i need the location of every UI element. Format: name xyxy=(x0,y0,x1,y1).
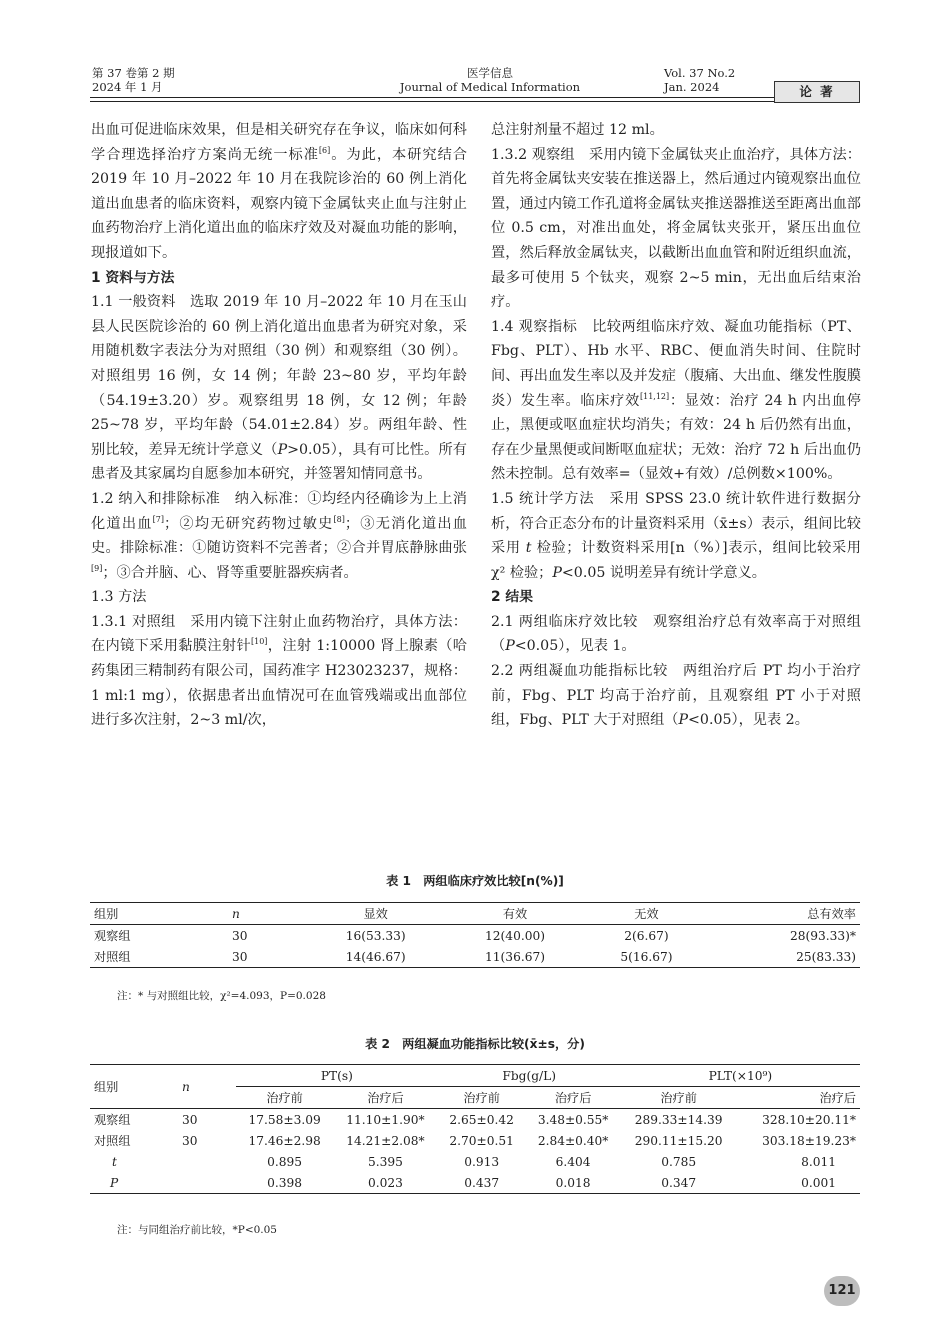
continued-paragraph: 总注射剂量不超过 12 ml。 xyxy=(491,122,664,138)
volume-issue: 第 37 卷第 2 期 xyxy=(92,66,175,80)
volume-issue-en: Vol. 37 No.2 xyxy=(664,66,736,80)
table-subheader: 治疗前 xyxy=(463,1091,500,1105)
table2-caption: 表 2 两组凝血功能指标比较(x̄±s，分) xyxy=(365,1037,585,1051)
table-header: 组别 xyxy=(90,1065,178,1109)
table-row: t 0.895 5.395 0.913 6.404 0.785 8.011 xyxy=(112,1154,836,1169)
table-header: 有效 xyxy=(502,907,528,921)
table-header: 组别 xyxy=(94,907,119,921)
publication-date: 2024 年 1 月 xyxy=(92,80,163,94)
table2-note: 注：与同组治疗前比较，*P<0.05 xyxy=(117,1224,277,1236)
table-header: 总有效率 xyxy=(807,907,856,921)
table1-note: 注：* 与对照组比较，χ²=4.093，P=0.028 xyxy=(117,990,326,1002)
table2-header-row xyxy=(90,1065,860,1087)
intro-paragraph: 出血可促进临床效果，但是相关研究存在争议，临床如何科学合理选择治疗方案尚无统一标准[6]。为此，本研究结合 2019 年 10 月–2022 年 10 月在我院诊治的 60 例上消化道出血患者的临床资料，观察内镜下金属钛夹止血与注射止血药物治疗上消化道出血的临床疗效及对凝血功能的影响，现报道如下。 xyxy=(91,122,467,261)
journal-volume-header-en xyxy=(664,66,735,94)
subsection-heading-methods: 1.3 方法 xyxy=(91,589,147,606)
table1 xyxy=(90,902,860,968)
right-text-column xyxy=(491,118,861,733)
table-subheader: 治疗后 xyxy=(367,1091,404,1105)
statistics-paragraph: 1.5 统计学方法 采用 SPSS 23.0 统计软件进行数据分析，符合正态分布的计量资料采用（x̄±s）表示，组间比较采用 t 检验；计数资料采用[n（%）]表示，组间比较采用 χ² 检验；P<0.05 说明差异有统计学意义。 xyxy=(491,490,861,581)
table-header: PLT(×10⁹) xyxy=(621,1065,860,1087)
table-header: n xyxy=(232,906,240,921)
table-subheader: 治疗前 xyxy=(660,1091,697,1105)
table-header: Fbg(g/L) xyxy=(438,1065,621,1087)
table2 xyxy=(90,1064,860,1194)
header-rule-top xyxy=(90,97,774,98)
citation-ref[interactable]: [8] xyxy=(333,514,345,524)
table-header: 无效 xyxy=(634,907,659,921)
result-coagulation-paragraph: 2.2 两组凝血功能指标比较 两组治疗后 PT 均小于治疗前，Fbg、PLT 均高于治疗前，且观察组 PT 小于对照组，Fbg、PLT 大于对照组（P<0.05），见表 2。 xyxy=(491,663,861,729)
table-header: PT(s) xyxy=(236,1065,438,1087)
table1-header-row xyxy=(90,903,860,925)
page-number: 121 xyxy=(824,1276,860,1306)
section-heading-methods: 1 资料与方法 xyxy=(91,269,175,286)
table1-caption: 表 1 两组临床疗效比较[n(%)] xyxy=(386,874,564,888)
citation-ref[interactable]: [11,12] xyxy=(639,391,670,401)
table-header: 显效 xyxy=(363,907,388,921)
journal-title-cn: 医学信息 xyxy=(467,66,513,80)
table-header: n xyxy=(178,1065,236,1109)
publication-date-en: Jan. 2024 xyxy=(664,80,720,94)
citation-ref[interactable]: [7] xyxy=(152,514,164,524)
control-group-paragraph: 1.3.1 对照组 采用内镜下注射止血药物治疗，具体方法：在内镜下采用黏膜注射针[10]，注射 1:10000 肾上腺素（哈药集团三精制药有限公司，国药准字 H23023237，规格：1 ml:1 mg），依据患者出血情况可在血管残端或出血部位进行多次注射，2~3 ml/次， xyxy=(91,613,467,729)
table-row: P 0.398 0.023 0.437 0.018 0.347 0.001 xyxy=(90,1172,860,1194)
table-row: 对照组 30 14(46.67) 11(36.67) 5(16.67) 25(83.33) xyxy=(90,946,860,968)
citation-ref[interactable]: [10] xyxy=(251,637,268,647)
table-subheader: 治疗后 xyxy=(819,1091,856,1105)
table-row: 观察组 30 16(53.33) 12(40.00) 2(6.67) 28(93.33)* xyxy=(94,928,856,943)
observation-group-paragraph: 1.3.2 观察组 采用内镜下金属钛夹止血治疗，具体方法：首先将金属钛夹安装在推送器上，然后通过内镜观察出血位置，通过内镜工作孔道将金属钛夹推送器推送至距离出血部位 0.5 cm，对准出血处，将金属钛夹张开，紧压出血位置，然后释放金属钛夹，以截断出血血管和附近组织血流，最多可使用 5 个钛夹，观察 2~5 min，无出血后结束治疗。 xyxy=(491,146,861,311)
journal-title-header xyxy=(310,66,670,94)
criteria-paragraph: 1.2 纳入和排除标准 纳入标准：①均经内径确诊为上上消化道出血[7]；②均无研究药物过敏史[8]；③无消化道出血史。排除标准：①随访资料不完善者；②合并胃底静脉曲张[9]；③合并脑、心、肾等重要脏器疾病者。 xyxy=(91,490,467,581)
journal-title-en: Journal of Medical Information xyxy=(399,80,581,94)
header-rule-bottom xyxy=(90,101,774,102)
citation-ref[interactable]: [6] xyxy=(318,145,331,155)
left-text-column xyxy=(91,118,467,733)
indicators-paragraph: 1.4 观察指标 比较两组临床疗效、凝血功能指标（PT、Fbg、PLT）、Hb 水平、RBC、便血消失时间、住院时间、再出血发生率以及并发症（腹痛、大出血、继发性腹膜炎）发生率。临床疗效[11,12]：显效：治疗 24 h 内出血停止，黑便或呕血症状均消失；有效：24 h 后仍然有出血，存在少量黑便或间断呕血症状；无效：治疗 72 h 后出血仍然未控制。总有效率=（显效+有效）/总例数×100%。 xyxy=(491,318,861,483)
result-efficacy-paragraph: 2.1 两组临床疗效比较 观察组治疗总有效率高于对照组（P<0.05），见表 1。 xyxy=(491,613,861,655)
citation-ref[interactable]: [9] xyxy=(91,563,103,573)
general-info-paragraph: 1.1 一般资料 选取 2019 年 10 月–2022 年 10 月在玉山县人民医院诊治的 60 例上消化道出血患者为研究对象，采用随机数字表法分为对照组（30 例）和观察组（30 例）。对照组男 16 例，女 14 例；年龄 23~80 岁，平均年龄（54.19±3.20）岁。观察组男 18 例，女 12 例；年龄 25~78 岁，平均年龄（54.01±2.84）岁。两组年龄、性别比较，差异无统计学意义（P>0.05），具有可比性。所有患者及其家属均自愿参加本研究，并签署知情同意书。 xyxy=(91,294,467,483)
table-row: 观察组 30 17.58±3.09 11.10±1.90* 2.65±0.42 3.48±0.55* 289.33±14.39 328.10±20.11* xyxy=(94,1112,856,1127)
article-type-badge: 论 著 xyxy=(774,81,860,103)
journal-issue-header xyxy=(92,66,175,94)
table-subheader: 治疗前 xyxy=(266,1091,303,1105)
section-heading-results: 2 结果 xyxy=(491,589,533,606)
table-row: 对照组 30 17.46±2.98 14.21±2.08* 2.70±0.51 2.84±0.40* 290.11±15.20 303.18±19.23* xyxy=(94,1133,856,1148)
table-subheader: 治疗后 xyxy=(554,1091,592,1105)
